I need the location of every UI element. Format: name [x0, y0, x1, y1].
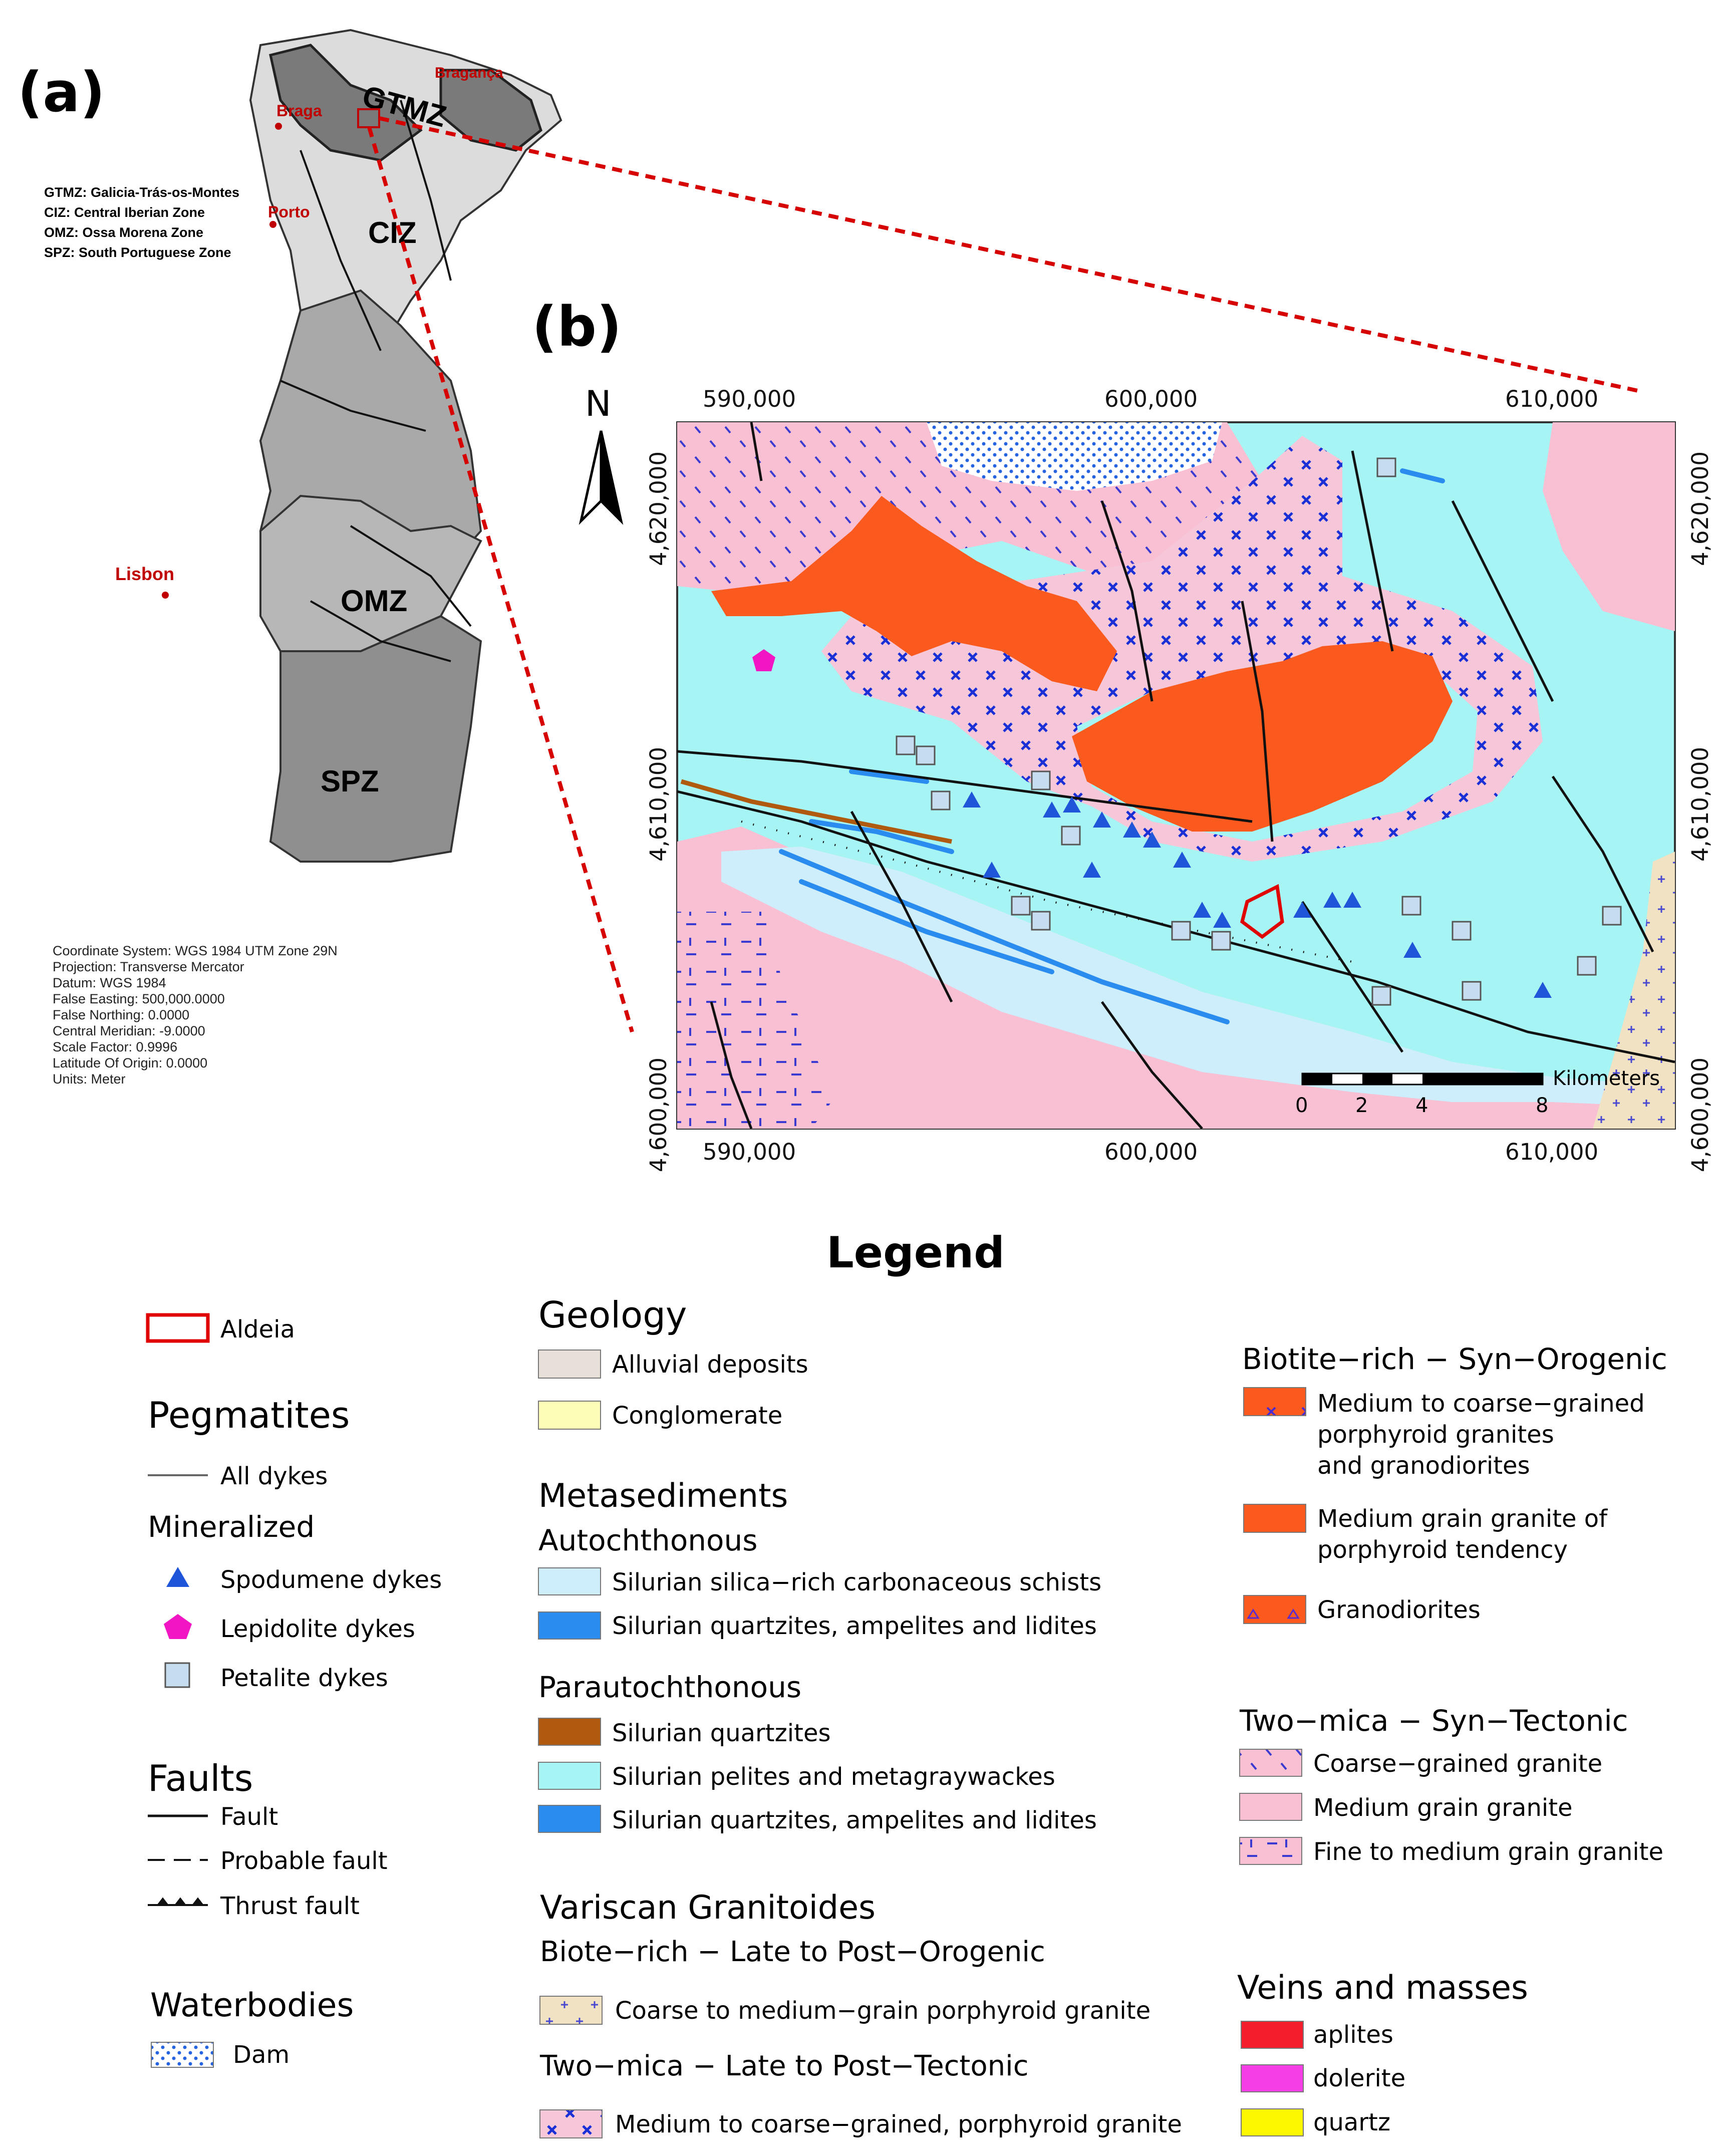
coord-line: Central Meridian: -9.0000	[53, 1023, 205, 1038]
x-tick-top: 600,000	[1104, 386, 1198, 412]
north-arrow	[581, 383, 621, 521]
y-tick-left: 4,600,000	[645, 1057, 672, 1172]
twomica-late-title: Two−mica − Late to Post−Tectonic	[540, 2050, 1029, 2082]
orange-x-label-line2: porphyroid granites	[1317, 1421, 1554, 1449]
conglomerate-swatch	[538, 1401, 601, 1429]
orange-x-swatch	[1244, 1388, 1306, 1416]
coord-line: Datum: WGS 1984	[53, 975, 166, 990]
thrust-fault-label: Thrust fault	[220, 1892, 360, 1920]
coord-line: Units: Meter	[53, 1071, 126, 1087]
lepidolite-swatch	[164, 1614, 192, 1639]
city-label-braganca: Bragança	[435, 65, 503, 81]
dam-swatch	[151, 2042, 213, 2067]
coarse-granite-swatch	[1240, 1749, 1302, 1776]
coarse-granite-label: Coarse−grained granite	[1313, 1750, 1603, 1778]
thrust-teeth	[158, 1899, 203, 1905]
quartz-label: quartz	[1313, 2108, 1391, 2136]
petalite-label: Petalite dykes	[220, 1664, 388, 1692]
zone-label-gtmz: GTMZ	[359, 79, 450, 134]
para-brown-quartzite-label: Silurian quartzites	[612, 1719, 831, 1747]
coord-line: Scale Factor: 0.9996	[53, 1039, 178, 1054]
granodiorite-label: Granodiorites	[1317, 1596, 1481, 1624]
medium-granite-swatch	[1240, 1793, 1302, 1820]
y-tick-right: 4,600,000	[1687, 1057, 1713, 1172]
autochthonous-title: Autochthonous	[538, 1523, 758, 1557]
para-quartzite-label: Silurian quartzites, ampelites and lidites	[612, 1806, 1097, 1834]
spodumene-label: Spodumene dykes	[220, 1566, 442, 1594]
panel-a	[18, 30, 561, 1087]
waterbodies-title: Waterbodies	[150, 1987, 354, 2024]
para-brown-quartzite-swatch	[538, 1718, 601, 1745]
city-marker-porto	[269, 221, 276, 228]
dolerite-label: dolerite	[1313, 2064, 1406, 2092]
panel-b	[532, 295, 1713, 1172]
y-tick-left: 4,610,000	[645, 746, 672, 862]
auto-quartzite-label: Silurian quartzites, ampelites and lidites	[612, 1612, 1097, 1640]
city-marker-lisbon	[162, 592, 169, 599]
coord-line: Latitude Of Origin: 0.0000	[53, 1055, 208, 1070]
fine-granite-swatch	[1240, 1837, 1302, 1864]
alluvial-label: Alluvial deposits	[612, 1351, 808, 1379]
scale-unit: Kilometers	[1553, 1067, 1660, 1090]
all-dykes-label: All dykes	[220, 1462, 328, 1490]
orange-x-label-line1: Medium to coarse−grained	[1317, 1390, 1645, 1418]
alluvial-swatch	[538, 1350, 601, 1378]
veins-title: Veins and masses	[1237, 1969, 1528, 2007]
plus-granite-label: Coarse to medium−grain porphyroid granite	[615, 1997, 1151, 2025]
quartz-swatch	[1241, 2109, 1303, 2136]
city-label-braga: Braga	[276, 102, 322, 120]
y-tick-left: 4,620,000	[645, 451, 672, 566]
plus-granite-swatch	[540, 1996, 602, 2024]
orange-granite-swatch	[1244, 1504, 1306, 1532]
scale-label: 0	[1295, 1094, 1308, 1117]
schist-swatch	[538, 1568, 601, 1595]
y-tick-right: 4,610,000	[1687, 746, 1713, 862]
conglomerate-label: Conglomerate	[612, 1402, 783, 1430]
petalite-swatch	[165, 1663, 189, 1687]
fine-granite-label: Fine to medium grain granite	[1313, 1838, 1663, 1866]
dam-label: Dam	[233, 2041, 290, 2069]
geology-title: Geology	[538, 1294, 687, 1336]
orange-granite-label-line2: porphyroid tendency	[1317, 1536, 1568, 1564]
aldeia-swatch	[148, 1315, 208, 1341]
pelite-label: Silurian pelites and metagraywackes	[612, 1763, 1055, 1791]
zone-key-gtmz: GTMZ: Galicia-Trás-os-Montes	[44, 185, 240, 200]
panel-b-label: (b)	[532, 295, 622, 359]
orange-granite-label-line1: Medium grain granite of	[1317, 1505, 1608, 1533]
north-label: N	[585, 383, 612, 424]
aldeia-label: Aldeia	[220, 1315, 295, 1343]
cross-granite-label: Medium to coarse−grained, porphyroid granite	[615, 2110, 1182, 2138]
legend-title: Legend	[826, 1228, 1005, 1278]
zone-label-ciz: CIZ	[368, 216, 417, 249]
cross-granite-swatch	[540, 2110, 602, 2138]
coordinate-system-info	[53, 943, 338, 1087]
twomica-syn-title: Two−mica − Syn−Tectonic	[1240, 1704, 1628, 1738]
zone-label-spz: SPZ	[321, 764, 379, 798]
mineralized-title: Mineralized	[148, 1510, 315, 1544]
pegmatites-title: Pegmatites	[148, 1394, 350, 1436]
metasediments-title: Metasediments	[538, 1477, 788, 1515]
medium-granite-label: Medium grain granite	[1313, 1794, 1573, 1822]
zone-label-omz: OMZ	[341, 584, 408, 618]
zone-key	[44, 185, 239, 260]
granodiorite-swatch	[1244, 1595, 1306, 1624]
zone-key-spz: SPZ: South Portuguese Zone	[44, 245, 231, 260]
panel-a-label: (a)	[18, 60, 105, 124]
aplite-label: aplites	[1313, 2021, 1393, 2049]
spodumene-swatch	[166, 1567, 189, 1587]
coord-line: Projection: Transverse Mercator	[53, 959, 244, 974]
coord-line: Coordinate System: WGS 1984 UTM Zone 29N	[53, 943, 338, 958]
city-label-lisbon: Lisbon	[115, 564, 174, 584]
lepidolite-label: Lepidolite dykes	[220, 1615, 415, 1643]
auto-quartzite-swatch	[538, 1612, 601, 1639]
parautochthonous-title: Parautochthonous	[538, 1670, 802, 1704]
portugal-map	[250, 30, 561, 862]
zone-key-omz: OMZ: Ossa Morena Zone	[44, 225, 204, 240]
fault-label: Fault	[220, 1803, 278, 1831]
para-quartzite-swatch	[538, 1805, 601, 1832]
orange-x-label-line3: and granodiorites	[1317, 1452, 1530, 1480]
schist-label: Silurian silica−rich carbonaceous schists	[612, 1568, 1102, 1596]
probable-fault-label: Probable fault	[220, 1847, 388, 1875]
faults-title: Faults	[148, 1757, 253, 1799]
biote-late-title: Biote−rich − Late to Post−Orogenic	[540, 1936, 1045, 1968]
city-marker-braga	[275, 123, 282, 130]
dolerite-swatch	[1241, 2065, 1303, 2092]
biotite-syn-title: Biotite−rich − Syn−Orogenic	[1242, 1342, 1667, 1376]
coord-line: False Easting: 500,000.0000	[53, 991, 225, 1006]
scale-label: 4	[1415, 1094, 1428, 1117]
x-tick-top: 610,000	[1505, 386, 1599, 412]
scale-label: 8	[1536, 1094, 1549, 1117]
variscan-title: Variscan Granitoides	[540, 1889, 876, 1927]
x-tick-bottom: 590,000	[703, 1139, 796, 1165]
coord-line: False Northing: 0.0000	[53, 1007, 190, 1022]
city-label-porto: Porto	[268, 203, 310, 221]
x-tick-top: 590,000	[703, 386, 796, 412]
zone-spz-area	[270, 616, 481, 862]
pelite-swatch	[538, 1762, 601, 1789]
aplite-swatch	[1241, 2021, 1303, 2048]
y-tick-right: 4,620,000	[1687, 451, 1713, 566]
x-tick-bottom: 600,000	[1104, 1139, 1198, 1165]
scale-label: 2	[1355, 1094, 1368, 1117]
x-tick-bottom: 610,000	[1505, 1139, 1599, 1165]
legend	[148, 1228, 1667, 2138]
zone-key-ciz: CIZ: Central Iberian Zone	[44, 205, 205, 220]
